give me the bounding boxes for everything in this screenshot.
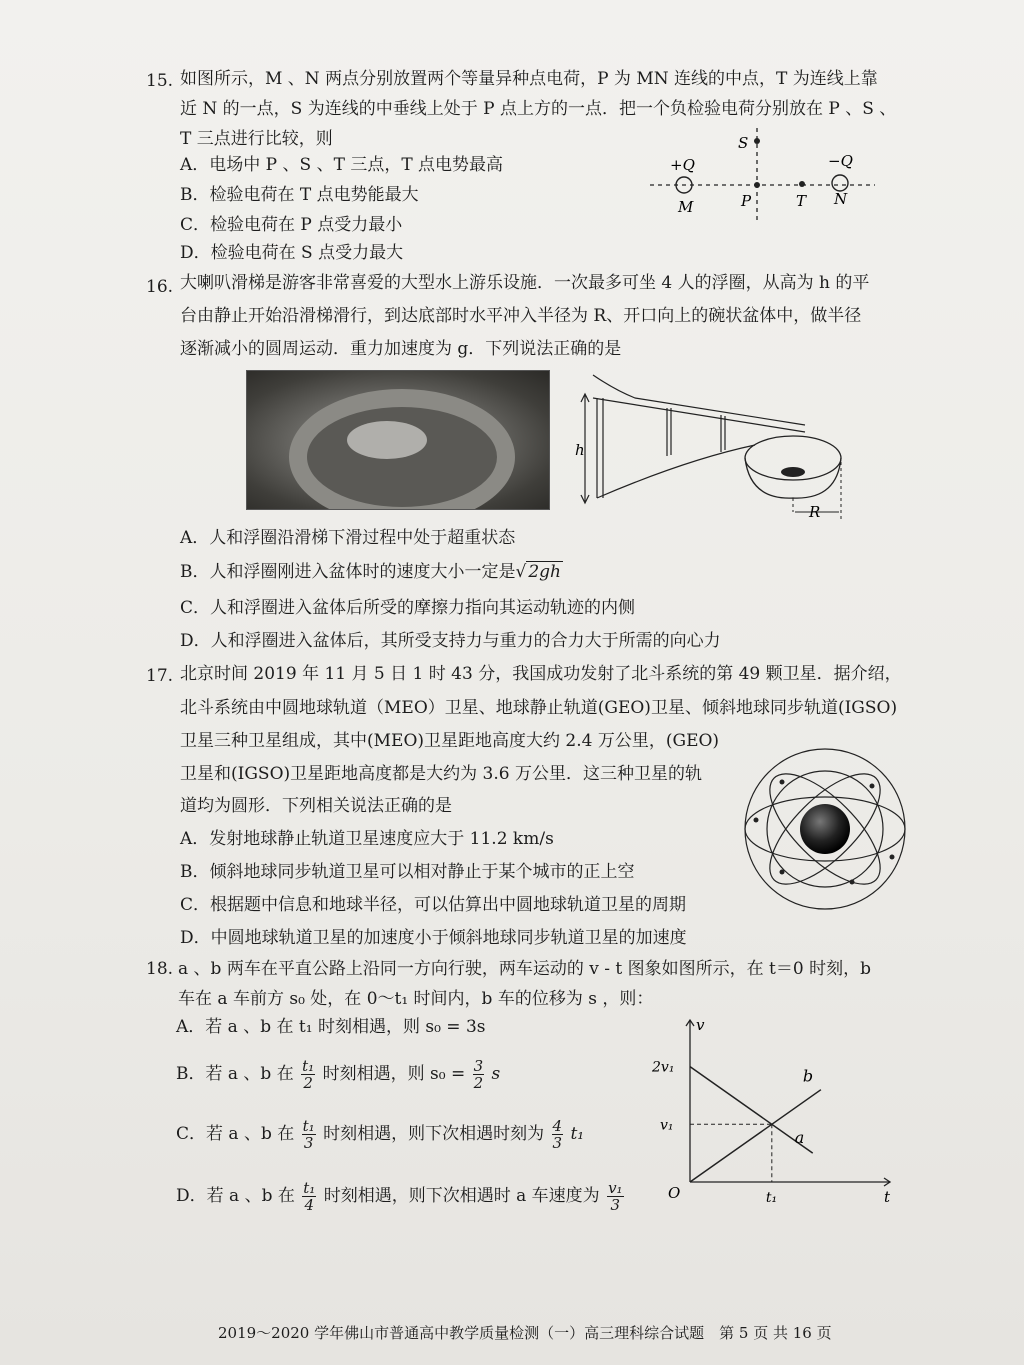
question-18-option-b[interactable]: B．若 a 、b 在 $\frac{\text{t₁}}{2}$ 时刻相遇，则 s₀ = $\frac{3}{2}$ s <box>176 1057 501 1092</box>
question-18-option-a[interactable]: A．若 a 、b 在 t₁ 时刻相遇，则 s₀ = 3s <box>176 1017 486 1037</box>
question-16-option-b[interactable]: B．人和浮圈刚进入盆体时的速度大小一定是√ 2gh <box>180 562 561 582</box>
question-16-option-d[interactable]: D．人和浮圈进入盆体后，其所受支持力与重力的合力大于所需的向心力 <box>180 631 721 651</box>
label-t: T <box>796 192 807 210</box>
question-18-number: 18. <box>146 959 174 979</box>
label-m: M <box>678 198 694 216</box>
question-15-option-d[interactable]: D．检验电荷在 S 点受力最大 <box>180 243 404 263</box>
label-s: S <box>738 134 749 152</box>
question-17-option-b[interactable]: B．倾斜地球同步轨道卫星可以相对静止于某个城市的正上空 <box>180 862 635 882</box>
question-15-line-3: T 三点进行比较，则 <box>180 129 333 149</box>
question-15-number: 15. <box>146 71 174 91</box>
question-18-option-c[interactable]: C．若 a 、b 在 $\frac{\text{t₁}}{3}$ 时刻相遇，则下次相遇时刻为 $\frac{4}{3}$ t₁ <box>176 1117 585 1152</box>
origin-label: O <box>668 1184 681 1202</box>
question-16-line-2: 台由静止开始沿滑梯滑行，到达底部时水平冲入半径为 R、开口向上的碗状盆体中，做半径 <box>180 306 862 326</box>
point-p-dot <box>754 182 760 188</box>
label-h: h <box>575 441 585 459</box>
question-17-line-3: 卫星三种卫星组成，其中(MEO)卫星距地高度大约 2.4 万公里，(GEO) <box>180 731 720 751</box>
vt-chart <box>650 1012 890 1212</box>
question-16-option-c[interactable]: C．人和浮圈进入盆体后所受的摩擦力指向其运动轨迹的内侧 <box>180 598 636 618</box>
label-r: R <box>809 503 821 521</box>
water-slide-photo <box>246 370 550 510</box>
question-15-option-b[interactable]: B．检验电荷在 T 点电势能最大 <box>180 185 419 205</box>
sqrt-2gh: 2gh <box>528 562 561 582</box>
charge-n-circle <box>832 175 848 191</box>
label-plus-q: +Q <box>670 156 695 174</box>
question-15-option-c[interactable]: C．检验电荷在 P 点受力最小 <box>180 215 403 235</box>
label-n: N <box>834 190 848 208</box>
tick-label-t1: t₁ <box>765 1190 778 1206</box>
question-15-line-1: 如图所示，M 、N 两点分别放置两个等量异种点电荷，P 为 MN 连线的中点，T 为连线上靠 <box>180 69 878 89</box>
label-minus-q: −Q <box>828 152 853 170</box>
question-18-option-d[interactable]: D．若 a 、b 在 $\frac{\text{t₁}}{4}$ 时刻相遇，则下次相遇时 a 车速度为 $\frac{\text{v₁}}{3}$ <box>176 1179 623 1214</box>
question-17-line-1: 北京时间 2019 年 11 月 5 日 1 时 43 分，我国成功发射了北斗系统的第 49 颗卫星．据介绍， <box>180 664 902 684</box>
point-s-dot <box>754 138 760 144</box>
earth-globe <box>800 804 850 854</box>
question-16-number: 16. <box>146 277 174 297</box>
x-axis-label: t <box>884 1188 891 1206</box>
question-18-line-1: a 、b 两车在平直公路上沿同一方向行驶，两车运动的 v - t 图象如图所示，在 t＝0 时刻，b <box>178 959 871 979</box>
series-label-b: b <box>802 1066 814 1086</box>
question-16-line-1: 大喇叭滑梯是游客非常喜爱的大型水上游乐设施．一次最多可坐 4 人的浮圈，从高为 h 的平 <box>180 273 870 293</box>
orbit-diagram <box>742 762 912 897</box>
question-17-line-2: 北斗系统由中圆地球轨道（MEO）卫星、地球静止轨道(GEO)卫星、倾斜地球同步轨道(IGSO) <box>180 698 898 718</box>
charge-diagram <box>650 128 880 223</box>
question-17-option-a[interactable]: A．发射地球静止轨道卫星速度应大于 11.2 km/s <box>180 829 554 849</box>
question-17-line-4: 卫星和(IGSO)卫星距地高度都是大约为 3.6 万公里．这三种卫星的轨 <box>180 764 702 784</box>
y-axis-label: v <box>696 1016 705 1034</box>
question-17-option-c[interactable]: C．根据题中信息和地球半径，可以估算出中圆地球轨道卫星的周期 <box>180 895 687 915</box>
slide-diagram <box>575 370 845 525</box>
question-17-number: 17. <box>146 666 174 686</box>
question-17-line-5: 道均为圆形．下列相关说法正确的是 <box>180 796 452 816</box>
question-16-line-3: 逐渐减小的圆周运动．重力加速度为 g．下列说法正确的是 <box>180 339 622 359</box>
point-t-dot <box>799 181 805 187</box>
question-17-option-d[interactable]: D．中圆地球轨道卫星的加速度小于倾斜地球同步轨道卫星的加速度 <box>180 928 687 948</box>
question-18-line-2: 车在 a 车前方 s₀ 处，在 0～t₁ 时间内，b 车的位移为 s ，则： <box>178 989 654 1009</box>
question-15-line-2: 近 N 的一点，S 为连线的中垂线上处于 P 点上方的一点．把一个负检验电荷分别放在 P 、S 、 <box>180 99 897 119</box>
label-p: P <box>741 192 752 210</box>
tick-label-2v1: 2v₁ <box>652 1059 675 1076</box>
question-15-option-a[interactable]: A．电场中 P 、S 、T 三点，T 点电势最高 <box>180 155 504 175</box>
question-16-option-a[interactable]: A．人和浮圈沿滑梯下滑过程中处于超重状态 <box>180 528 516 548</box>
series-label-a: a <box>794 1128 805 1148</box>
page-footer: 2019～2020 学年佛山市普通高中教学质量检测（一）高三理科综合试题 第 5 页 共 16 页 <box>218 1324 832 1342</box>
tick-label-v1: v₁ <box>660 1117 674 1134</box>
